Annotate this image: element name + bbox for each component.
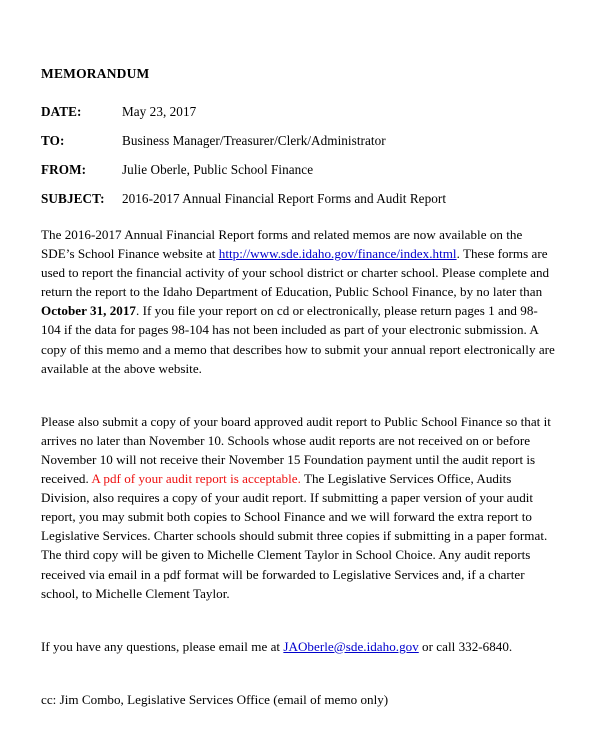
paragraph-spacer-2 — [41, 618, 557, 637]
paragraph3-text-part2: or call 332-6840. — [418, 638, 513, 654]
field-value-from: Julie Oberle, Public School Finance — [122, 162, 314, 177]
paragraph3-text-part1: If you have any questions, please email me at — [41, 638, 284, 654]
field-value-subject: 2016-2017 Annual Financial Report Forms and Audit Report — [122, 191, 447, 206]
paragraph-spacer-3 — [41, 671, 557, 690]
paragraph1-text-part2: . These forms are used to report the financial activity of your school district or charter school. Please complete and return the report to the Idaho Department of Education, Public School Finance, by no later than — [41, 246, 550, 300]
memo-field-date — [41, 104, 557, 120]
field-label-date: DATE: — [41, 104, 82, 119]
memo-field-subject — [41, 191, 557, 207]
paragraph2-text-part1: Please also submit a copy of your board approved audit report to Public School Finance so that it arrives no later than November 10. Schools whose audit reports are not received on or before November 10 will not receive their November 15 Foundation payment until the audit report is received. — [41, 413, 551, 487]
field-value-date: May 23, 2017 — [122, 104, 197, 119]
paragraph-forms-availability — [41, 225, 557, 378]
paragraph-contact — [41, 637, 557, 656]
author-email-link[interactable]: JAOberle@sde.idaho.gov — [283, 638, 419, 654]
paragraph-spacer-1 — [41, 393, 557, 412]
memo-field-from — [41, 162, 557, 178]
cc-line: cc: Jim Combo, Legislative Services Office (email of memo only) — [41, 691, 389, 707]
memo-field-to — [41, 133, 557, 149]
memo-header-fields — [41, 104, 557, 207]
paragraph2-text-part2: The Legislative Services Office, Audits Division, also requires a copy of your audit report. If submitting a paper version of your audit report, you may submit both copies to School Finance and we will forward the extra report to Legislative Services. Charter schools should submit three copies if submitting in a paper format. The third copy will be given to Michelle Clement Taylor in School Choice. Any audit reports received via email in a pdf format will be forwarded to Legislative Services and, if a charter school, to Michelle Clement Taylor. — [41, 471, 548, 601]
deadline-date-emphasis: October 31, 2017 — [41, 303, 136, 319]
sde-finance-website-link[interactable]: http://www.sde.idaho.gov/finance/index.html — [218, 246, 457, 262]
field-label-subject: SUBJECT: — [41, 191, 105, 206]
memo-body — [41, 225, 557, 709]
field-value-to: Business Manager/Treasurer/Clerk/Administrator — [122, 133, 386, 148]
pdf-acceptable-notice: A pdf of your audit report is acceptable. — [91, 471, 301, 487]
paragraph1-text-part3: . If you file your report on cd or electronically, please return pages 1 and 98-104 if the data for pages 98-104 has not been included as part of your electronic submission. A copy of this memo and a memo that describes how to submit your annual report electronically are available at the above website. — [41, 303, 555, 376]
paragraph1-text-part1: The 2016-2017 Annual Financial Report forms and related memos are now available on the SDE’s School Finance website at — [41, 227, 523, 262]
document-title: MEMORANDUM — [41, 66, 150, 81]
field-label-to: TO: — [41, 133, 65, 148]
field-label-from: FROM: — [41, 162, 87, 177]
paragraph-audit-report — [41, 412, 557, 603]
